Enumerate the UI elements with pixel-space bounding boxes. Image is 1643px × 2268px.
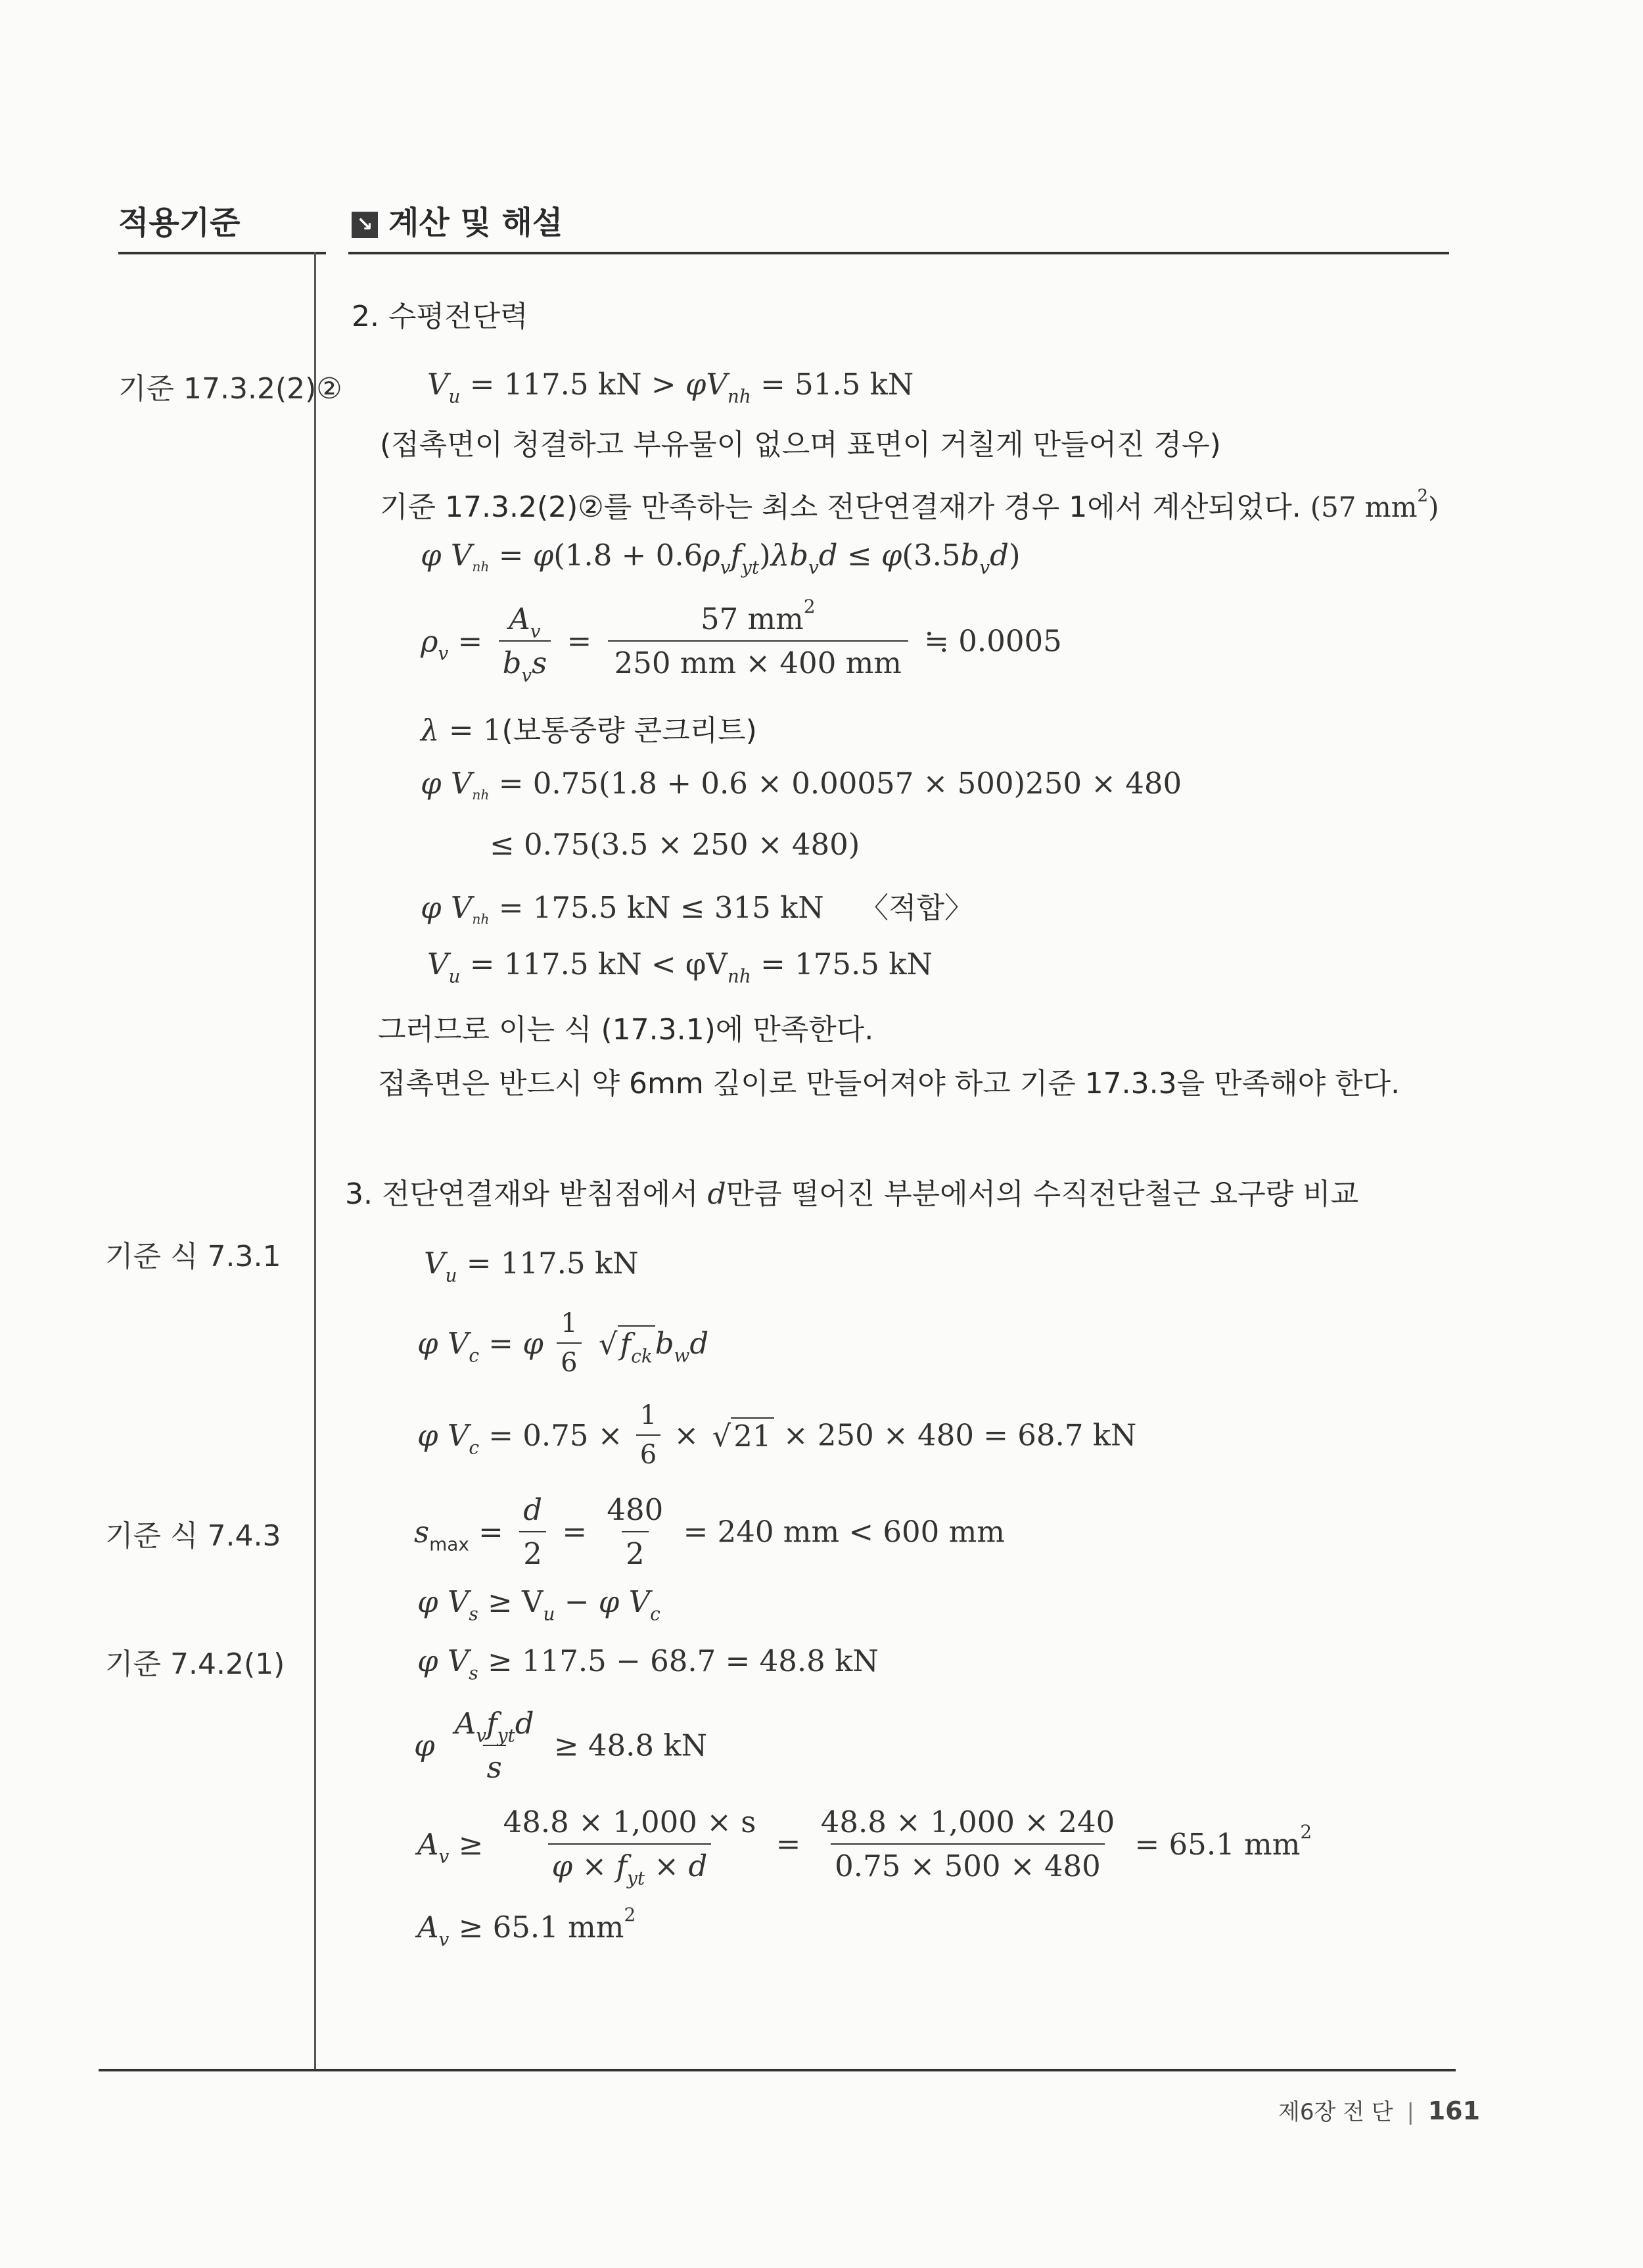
eq-phi-avfyd: φ $\frac{A_vf_{yt}d}{s}$ ≥ 48.8 kN	[414, 1706, 707, 1785]
vc-calc-rest: × 250 × 480 = 68.7 kN	[783, 1417, 1137, 1453]
section-3-title	[345, 1170, 1358, 1212]
ref-eq-7-3-1: 기준 식 7.3.1	[105, 1240, 281, 1273]
eq-phivnh-upper: ≤ 0.75(3.5 × 250 × 480)	[490, 827, 860, 862]
note-paren: )	[1428, 491, 1439, 523]
eq-phivnh-calc: φ $V_{nh} = 0.75(1.8 + 0.6 \times 0.00057 \times 500)250 \times 480$	[421, 766, 1182, 803]
av-result: = 65.1 mm	[1134, 1826, 1301, 1862]
vc-calc-root: 21	[731, 1417, 774, 1453]
ref-eq-7-4-3: 기준 식 7.4.3	[105, 1519, 281, 1553]
eq-vu-vs-phivnh: $V_u = 117.5$ kN > $\varphi V_{nh} = 51.5$ kN	[427, 367, 914, 408]
note-value: (57 mm	[1310, 491, 1418, 523]
eq-phivs-calc: φ $V_s \ge 117.5 - 68.7 = 48.8$ kN	[417, 1643, 879, 1684]
footer	[1278, 2094, 1480, 2126]
eq-vu-sec3-rhs: = 117.5 kN	[466, 1246, 639, 1281]
footer-separator: |	[1406, 2099, 1414, 2125]
rho-value: ≒ 0.0005	[924, 623, 1062, 659]
column-divider	[314, 252, 316, 2069]
note-text: 기준 17.3.2(2)②를 만족하는 최소 전단연결재가 경우 1에서 계산되었다.	[380, 490, 1301, 524]
eq-av-calc: $A_v$ ≥ $\frac{48.8 \times 1,000 \times s}{\varphi \times f_{yt} \times d}$ = $\frac{48.8 \times 1,000 \times 240}{0.75 \times 500 \times 480}$ = 65.1 $mm^2$	[417, 1805, 1312, 1889]
vs-req-mid: ≥ V	[487, 1584, 544, 1619]
left-column-title: 적용기준	[118, 204, 241, 241]
section-3-title-a: 3. 전단연결재와 받침점에서	[345, 1177, 708, 1211]
note-sup: 2	[1417, 486, 1429, 506]
eq-phivc-general: φ $V_c = \varphi$ $\frac{1}{6}$ $√f_{ck}b_wd$	[417, 1308, 709, 1378]
footer-chapter: 제6장 전 단	[1278, 2099, 1393, 2125]
section-3-title-b: 만큼 떨어진 부분에서의 수직전단철근 요구량 비교	[726, 1177, 1359, 1211]
eq-phivnh-result-rhs: = 175.5 kN ≤ 315 kN	[498, 890, 824, 925]
eq-lambda: λ = 1(보통중량 콘크리트)	[421, 713, 757, 747]
ref-17-3-2: 기준 17.3.2(2)②	[118, 372, 342, 406]
adequate-badge: 〈적합〉	[859, 891, 973, 925]
eq-phivnh-result: φ $V_{nh} = 175.5$ kN ≤ 315 kN 〈적합〉	[421, 890, 973, 928]
footer-rule	[99, 2069, 1456, 2071]
section-3-title-d: d	[707, 1177, 726, 1211]
eq-av-final: $A_v \ge 65.1$ $mm^2$	[417, 1903, 636, 1950]
right-column-title	[352, 197, 563, 243]
eq-vu-check: $V_u = 117.5$ kN < $\varphi V_{nh} = 175.5$ kN	[427, 947, 933, 987]
eq-vu-check-end: = 175.5 kN	[760, 947, 933, 981]
av-num1: 48.8 × 1,000 × s	[503, 1805, 756, 1839]
av-den2: 0.75 × 500 × 480	[831, 1843, 1105, 1883]
eq-vu-sec3: $V_u = 117.5$ kN	[424, 1246, 639, 1287]
vc-calc-times: ×	[674, 1417, 699, 1453]
eq-vu-check-mid: = 117.5 kN < φV	[469, 947, 728, 981]
lambda-note: (보통중량 콘크리트)	[501, 714, 757, 747]
av-num2: 48.8 × 1,000 × 240	[820, 1805, 1115, 1839]
smax-value: = 240 mm < 600 mm	[683, 1514, 1005, 1549]
eq-phivnh-calc-rhs: = 0.75(1.8 + 0.6 × 0.00057 × 500)250 × 480	[498, 766, 1182, 801]
arrow-box-icon: ↘	[352, 212, 378, 238]
vs-calc-rhs: ≥ 117.5 − 68.7 = 48.8 kN	[487, 1643, 879, 1678]
eq-phivnh-general: φ $V_{nh} = \varphi(1.8 + 0.6\rho_vf_{yt})\lambda b_vd \le \varphi(3.5b_vd)$	[421, 538, 1021, 579]
conclusion-1: 그러므로 이는 식 (17.3.1)에 만족한다.	[378, 1013, 874, 1047]
left-header-rule	[118, 252, 326, 254]
eq-phivs-req: φ $V_s \ge V_u - \varphi$ $V_c$	[417, 1584, 660, 1625]
note-min-shear-connector	[380, 483, 1439, 525]
rho-denominator: 250 mm × 400 mm	[608, 640, 908, 680]
eq-rho-v: $\rho_v$ = $\frac{A_v}{b_vs}$ = $\frac{57 mm^2}{250 mm \times 400 mm}$ ≒ 0.0005	[421, 595, 1062, 686]
right-title-text: 계산 및 해설	[388, 204, 563, 241]
right-header-rule	[348, 252, 1449, 254]
rho-numerator: 57 mm	[700, 602, 804, 636]
section-2-title: 2. 수평전단력	[352, 300, 528, 333]
eq-smax: $s_{max}$ = $\frac{d}{2}$ = $\frac{480}{2}$ = 240 mm < 600 mm	[414, 1492, 1005, 1571]
vc-calc-a: = 0.75 ×	[488, 1417, 623, 1453]
av-final-rhs: ≥ 65.1 mm	[458, 1910, 624, 1945]
page-number: 161	[1427, 2096, 1481, 2125]
eq-phivc-calc: φ $V_c = 0.75$ × $\frac{1}{6}$ × √21 × 250 × 480 = 68.7 kN	[417, 1400, 1137, 1470]
phi-avfyd-rhs: ≥ 48.8 kN	[553, 1728, 707, 1763]
ref-7-4-2: 기준 7.4.2(1)	[105, 1647, 285, 1681]
note-surface-condition: (접촉면이 청결하고 부유물이 없으며 표면이 거칠게 만들어진 경우)	[380, 428, 1221, 461]
conclusion-2: 접촉면은 반드시 약 6mm 깊이로 만들어져야 하고 기준 17.3.3을 만족해야 한다.	[378, 1067, 1400, 1100]
